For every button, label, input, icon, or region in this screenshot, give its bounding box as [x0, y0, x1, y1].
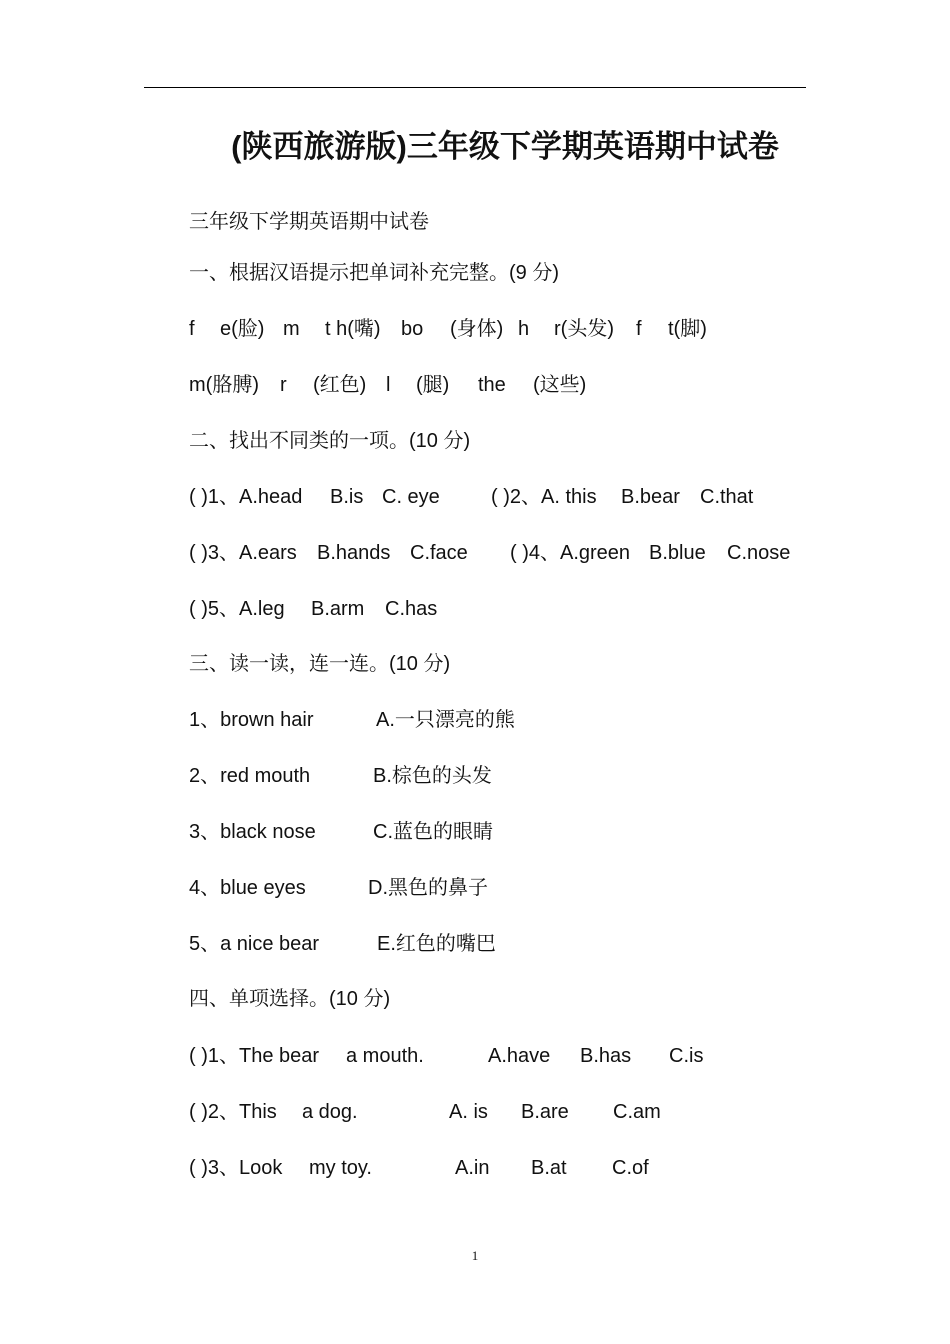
match-english: 5、a nice bear	[189, 933, 320, 955]
question-option: C.is	[669, 1045, 704, 1067]
blank-word: m(胳膊)	[189, 374, 259, 396]
match-english: 4、blue eyes	[189, 877, 306, 899]
blank-word: (身体)	[450, 318, 504, 340]
match-chinese: A.一只漂亮的熊	[376, 709, 515, 731]
section4-heading: 四、单项选择。(10 分)	[189, 988, 391, 1010]
question-option: B.has	[580, 1045, 632, 1067]
match-english: 3、black nose	[189, 821, 316, 843]
question-option: A.have	[488, 1045, 551, 1067]
match-english: 2、red mouth	[189, 765, 311, 787]
blank-word: r	[280, 374, 287, 396]
blank-word: f	[636, 318, 642, 340]
question-option: C.of	[612, 1157, 649, 1179]
match-chinese: C.蓝色的眼睛	[373, 821, 493, 843]
question-option: ( )1、A.head	[189, 486, 303, 508]
question-option: ( )3、A.ears	[189, 542, 297, 564]
question-stem: ( )3、Look	[189, 1157, 283, 1179]
section2-heading: 二、找出不同类的一项。(10 分)	[189, 430, 471, 452]
question-option: ( )5、A.leg	[189, 598, 285, 620]
blank-word: t(脚)	[668, 318, 707, 340]
match-english: 1、brown hair	[189, 709, 314, 731]
section1-heading: 一、根据汉语提示把单词补充完整。(9 分)	[189, 262, 559, 284]
blank-word: m	[283, 318, 300, 340]
header-rule	[144, 87, 806, 88]
question-option: B.blue	[649, 542, 706, 564]
question-option: C. eye	[382, 486, 440, 508]
question-option: C.nose	[727, 542, 791, 564]
question-option: C.that	[700, 486, 754, 508]
question-option: C.has	[385, 598, 438, 620]
document-title: (陕西旅游版)三年级下学期英语期中试卷	[231, 129, 779, 164]
blank-word: r(头发)	[554, 318, 614, 340]
question-option: B.hands	[317, 542, 391, 564]
match-chinese: E.红色的嘴巴	[377, 933, 496, 955]
blank-word: the	[478, 374, 506, 396]
blank-word: bo	[401, 318, 424, 340]
blank-word: e(脸)	[220, 318, 265, 340]
blank-word: (腿)	[416, 374, 450, 396]
blank-word: f	[189, 318, 195, 340]
question-option: C.face	[410, 542, 468, 564]
question-stem: ( )2、This	[189, 1101, 277, 1123]
section3-heading: 三、读一读，连一连。(10 分)	[189, 653, 451, 675]
question-option: B.are	[521, 1101, 569, 1123]
question-option: A. is	[449, 1101, 488, 1123]
match-chinese: B.棕色的头发	[373, 765, 492, 787]
question-option: B.at	[531, 1157, 567, 1179]
question-stem: my toy.	[309, 1157, 372, 1179]
blank-word: (这些)	[533, 374, 587, 396]
question-option: B.is	[330, 486, 364, 508]
question-option: ( )2、A. this	[491, 486, 597, 508]
question-stem: a dog.	[302, 1101, 358, 1123]
question-option: B.bear	[621, 486, 680, 508]
blank-word: t h(嘴)	[325, 318, 381, 340]
question-option: B.arm	[311, 598, 365, 620]
page-number: 1	[471, 1248, 479, 1263]
blank-word: (红色)	[313, 374, 367, 396]
blank-word: h	[518, 318, 530, 340]
question-option: C.am	[613, 1101, 661, 1123]
document-subtitle: 三年级下学期英语期中试卷	[189, 211, 429, 233]
question-option: A.in	[455, 1157, 490, 1179]
question-stem: ( )1、The bear	[189, 1045, 320, 1067]
match-chinese: D.黑色的鼻子	[368, 877, 488, 899]
question-option: ( )4、A.green	[510, 542, 631, 564]
blank-word: l	[386, 374, 391, 396]
question-stem: a mouth.	[346, 1045, 424, 1067]
